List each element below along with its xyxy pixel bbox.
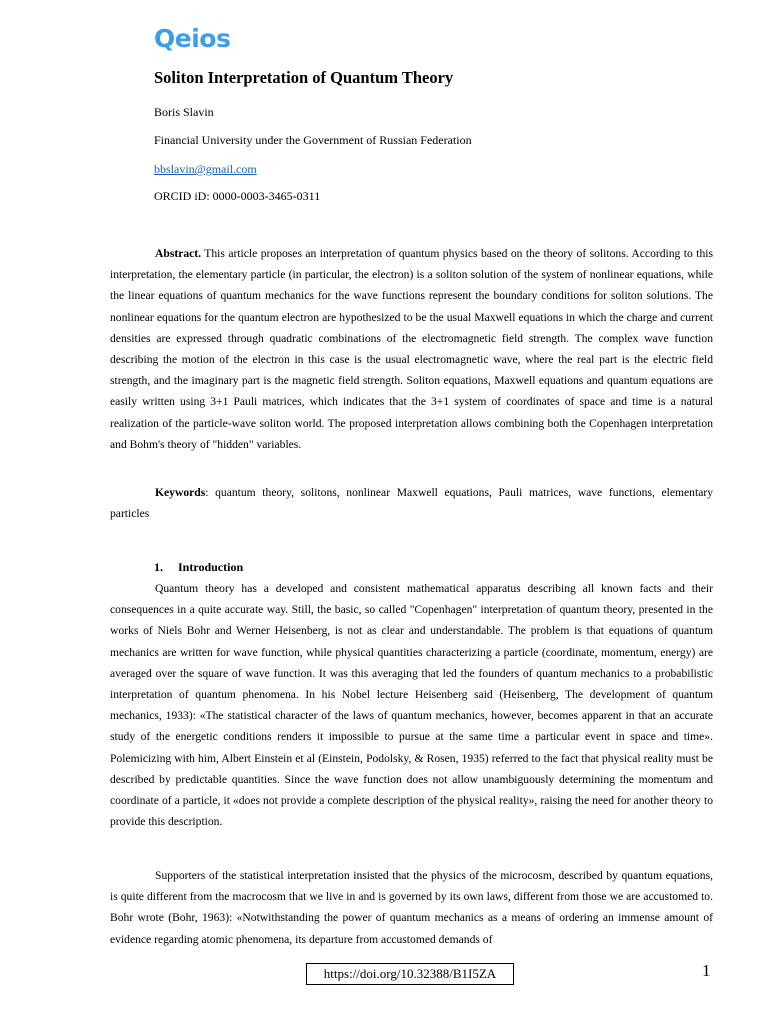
abstract-paragraph	[110, 243, 713, 455]
section-number: 1.	[154, 560, 163, 574]
author-affiliation: Financial University under the Government of Russian Federation	[154, 133, 472, 147]
doi-link[interactable]: https://doi.org/10.32388/B1I5ZA	[323, 966, 497, 981]
abstract-label: Abstract.	[155, 247, 202, 260]
author-name: Boris Slavin	[154, 105, 214, 119]
keywords-paragraph	[110, 482, 713, 524]
author-email-link[interactable]: bbslavin@gmail.com	[154, 162, 257, 176]
logo-text: Qeios	[154, 24, 231, 53]
section-title: Introduction	[178, 560, 244, 574]
abstract-text: This article proposes an interpretation of quantum physics based on the theory of solitons. According to this interpretation, the elementary particle (in particular, the electron) is a soliton solution of the system of nonlinear equations, while the linear equations of quantum mechanics for the wave functions represent the boundary conditions for soliton solutions. The nonlinear equations for the quantum electron are hypothesized to be the usual Maxwell equations in which the charge and current densities are expressed through quadratic combinations of the electromagnetic field strength. The complex wave function describing the motion of the electron in this case is the usual electromagnetic wave, where the real part is the electric field strength, and the imaginary part is the magnetic field strength. Soliton equations, Maxwell equations and quantum equations are easily written using 3+1 Pauli matrices, which indicates that the 3+1 system of coordinates of space and time is a natural realization of the particle-wave soliton world. The proposed interpretation allows combining both the Copenhagen interpretation and Bohm's theory of "hidden" variables.	[110, 247, 713, 451]
intro-paragraph-2: Supporters of the statistical interpretation insisted that the physics of the microcosm, described by quantum equations, is quite different from the macrocosm that we live in and is governed by its own laws, different from those we are accustomed to. Bohr wrote (Bohr, 1963): «Notwithstanding the power of quantum mechanics as a means of ordering an immense amount of evidence regarding atomic phenomena, its departure from accustomed demands of	[110, 869, 713, 946]
page-number: 1	[702, 961, 711, 980]
keywords-text: : quantum theory, solitons, nonlinear Maxwell equations, Pauli matrices, wave functions, elementary particles	[110, 486, 713, 521]
intro-paragraph-1: Quantum theory has a developed and consistent mathematical apparatus describing all known facts and their consequences in a quite accurate way. Still, the basic, so called "Copenhagen" interpretation of quantum theory, presented in the works of Niels Bohr and Werner Heisenberg, is not as clear and understandable. The problem is that equations of quantum mechanics are written for wave function, while physical quantities characterizing a particle (coordinate, momentum, energy) are averaged over the square of wave function. It was this averaging that led the founders of quantum mechanics to a probabilistic interpretation of quantum phenomena. In his Nobel lecture Heisenberg said (Heisenberg, The development of quantum mechanics, 1933): «The statistical character of the laws of quantum mechanics, however, becomes apparent in that an accurate study of the energetic conditions renders it impossible to pursue at the same time a particular event in space and time». Polemicizing with him, Albert Einstein et al (Einstein, Podolsky, & Rosen, 1935) referred to the fact that physical reality must be described by predictable quantities. Since the wave function does not allow unambiguously determining the momentum and coordinate of a particle, it «does not provide a complete description of the physical reality», raising the need for another theory to provide this description.	[110, 582, 713, 829]
qeios-logo	[154, 24, 230, 54]
keywords-label: Keywords	[155, 486, 206, 499]
paper-title: Soliton Interpretation of Quantum Theory	[154, 68, 454, 87]
doi-link-box[interactable]	[306, 963, 514, 985]
orcid-id: ORCID iD: 0000-0003-3465-0311	[154, 189, 321, 203]
section-heading-introduction	[154, 560, 243, 575]
